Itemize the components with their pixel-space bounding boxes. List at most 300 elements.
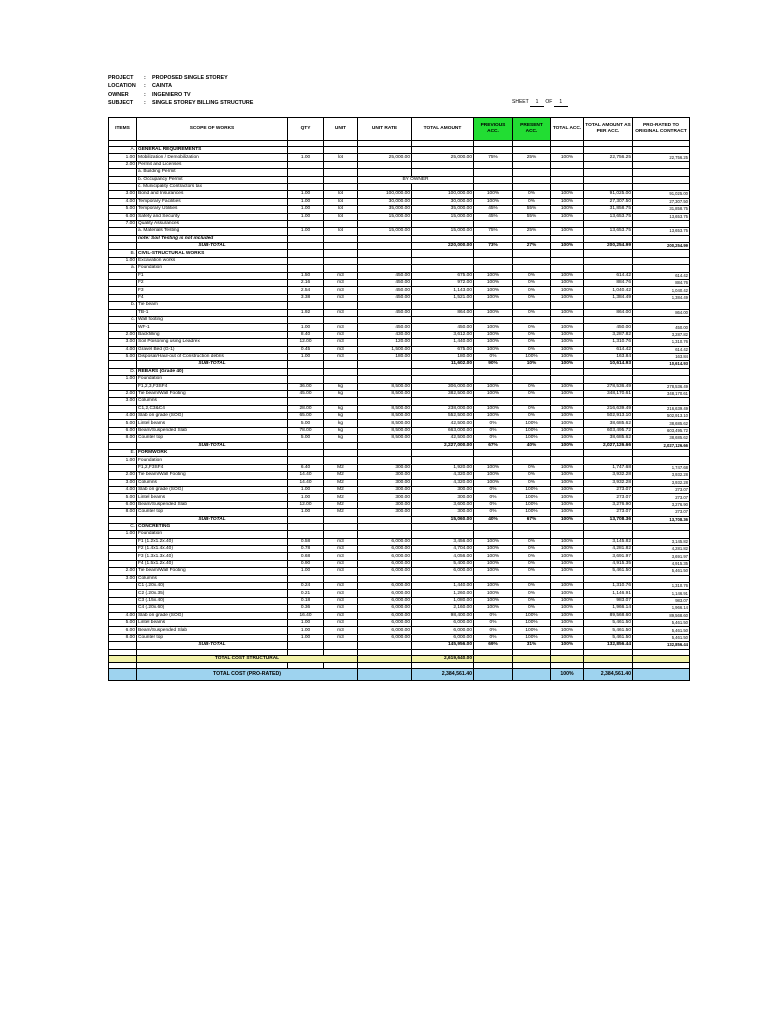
cell-previous: 100% <box>474 331 513 338</box>
subtotal-row <box>109 642 690 649</box>
cell-qty: 5.00 <box>288 435 324 442</box>
cell-qty <box>288 368 324 375</box>
cell-previous: 100% <box>474 464 513 471</box>
cell-amount-acc: 1,966.14 <box>584 605 633 612</box>
cell-item-no: 7.00 <box>109 220 137 227</box>
cell-total-amount: 5,400.00 <box>412 560 474 567</box>
cell-item-no: 6.00 <box>109 627 137 634</box>
cell-previous: 0% <box>474 486 513 493</box>
cell-prorated: 5,461.50 <box>633 627 690 634</box>
cell-scope: Foundation <box>137 457 288 464</box>
cell-qty: 0.18 <box>288 597 324 604</box>
cell-amount-acc: 13,708.36 <box>584 516 633 523</box>
cell-unit: m3 <box>324 597 358 604</box>
cell-scope: Gravel Bed (G-1) <box>137 346 288 353</box>
cell-prorated: 5,461.50 <box>633 568 690 575</box>
cell-qty: 1.92 <box>288 309 324 316</box>
cell-amount-acc <box>584 575 633 582</box>
cell-unit: m3 <box>324 627 358 634</box>
cell-present <box>513 147 551 154</box>
cell-prorated <box>633 235 690 242</box>
table-row <box>109 398 690 405</box>
cell-unit: M2 <box>324 501 358 508</box>
cell-scope: WF-1 <box>137 324 288 331</box>
cell-total-acc: 100% <box>551 191 584 198</box>
cell-scope: Beam/Suspended Slab <box>137 627 288 634</box>
cell-prorated <box>633 302 690 309</box>
cell-amount-acc: 1,040.42 <box>584 287 633 294</box>
cell-unit-rate: 450.00 <box>358 309 412 316</box>
cell-total-amount: 6,000.00 <box>412 620 474 627</box>
cell-amount-acc: 31,858.75 <box>584 206 633 213</box>
sheet-total-value: 1 <box>554 98 568 107</box>
cell-total-amount: 552,500.00 <box>412 413 474 420</box>
cell-prorated: 1,040.42 <box>633 287 690 294</box>
cell-total-acc: 100% <box>551 479 584 486</box>
cell-scope: note: Soil Testing is not included <box>137 235 288 242</box>
cell-amount-acc <box>584 531 633 538</box>
cell-scope: Slab on grade (SOG) <box>137 413 288 420</box>
cell-total-acc: 100% <box>551 568 584 575</box>
cell-total-acc: 100% <box>551 560 584 567</box>
col-unit-rate: UNIT RATE <box>358 118 412 141</box>
cell-amount-acc: 2,027,126.66 <box>584 442 633 449</box>
cell-amount-acc: 3,287.82 <box>584 331 633 338</box>
table-row <box>109 183 690 190</box>
table-row <box>109 435 690 442</box>
cell-unit: m3 <box>324 605 358 612</box>
project-info <box>108 74 689 117</box>
cell-total-amount: 864.00 <box>412 309 474 316</box>
cell-item-no <box>109 294 137 301</box>
cell-qty <box>288 523 324 530</box>
cell-total-acc <box>551 169 584 176</box>
cell-present <box>513 368 551 375</box>
cell-present: 27% <box>513 243 551 250</box>
cell-scope: Counter top <box>137 435 288 442</box>
cell-unit-rate <box>358 316 412 323</box>
total-cost-structural-row <box>109 655 690 662</box>
table-row <box>109 583 690 590</box>
cell-item-no <box>109 538 137 545</box>
cell-present: 0% <box>513 280 551 287</box>
cell-item-no <box>109 516 137 523</box>
cell-qty <box>288 457 324 464</box>
cell-unit-rate: 300.00 <box>358 494 412 501</box>
cell-item-no: A. <box>109 147 137 154</box>
total-cost-structural-amount: 2,619,640.00 <box>412 655 474 662</box>
cell-unit: m3 <box>324 339 358 346</box>
cell-qty: 0.78 <box>288 546 324 553</box>
col-previous: PREVIOUS ACC. <box>474 118 513 141</box>
table-row <box>109 627 690 634</box>
subject-label: SUBJECT <box>108 100 134 107</box>
cell-total-acc <box>551 147 584 154</box>
cell-previous: 100% <box>474 383 513 390</box>
cell-total-amount <box>412 316 474 323</box>
cell-unit-rate: 300.00 <box>358 509 412 516</box>
cell-present: 0% <box>513 590 551 597</box>
owner-value: INGENIERO TV <box>152 91 191 98</box>
cell-total-acc: 100% <box>551 405 584 412</box>
cell-amount-acc: 1,747.68 <box>584 464 633 471</box>
cell-unit-rate: 450.00 <box>358 280 412 287</box>
table-row <box>109 553 690 560</box>
cell-unit-rate <box>358 147 412 154</box>
section-row <box>109 250 690 257</box>
cell-total-amount: 300.00 <box>412 509 474 516</box>
cell-qty <box>288 442 324 449</box>
cell-unit-rate: 6,000.00 <box>358 546 412 553</box>
cell-amount-acc: 13,653.75 <box>584 213 633 220</box>
table-row <box>109 612 690 619</box>
cell-amount-acc <box>584 523 633 530</box>
cell-scope: Columns <box>137 398 288 405</box>
cell-previous: 100% <box>474 553 513 560</box>
cell-present: 0% <box>513 546 551 553</box>
cell-previous <box>474 169 513 176</box>
location-row <box>108 82 689 90</box>
cell-qty: 1.00 <box>288 353 324 360</box>
table-row <box>109 590 690 597</box>
cell-total-amount: 11,602.00 <box>412 361 474 368</box>
cell-amount-acc: 603,495.72 <box>584 427 633 434</box>
cell-unit <box>324 176 358 183</box>
cell-total-acc <box>551 376 584 383</box>
cell-prorated <box>633 176 690 183</box>
cell-total-amount <box>412 220 474 227</box>
cell-total-acc <box>551 398 584 405</box>
cell-amount-acc <box>584 169 633 176</box>
cell-scope: a. Materials Testing <box>137 228 288 235</box>
cell-present: 55% <box>513 206 551 213</box>
cell-qty <box>288 265 324 272</box>
cell-unit-rate: 180.00 <box>358 353 412 360</box>
cell-unit: m3 <box>324 346 358 353</box>
cell-item-no <box>109 309 137 316</box>
cell-previous: 100% <box>474 280 513 287</box>
cell-total-amount <box>412 376 474 383</box>
cell-amount-acc: 5,461.50 <box>584 620 633 627</box>
cell-total-amount: 145,956.00 <box>412 642 474 649</box>
cell-qty <box>288 243 324 250</box>
cell-scope: F2 <box>137 280 288 287</box>
table-row <box>109 464 690 471</box>
table-row <box>109 546 690 553</box>
of-label: OF <box>545 99 553 105</box>
cell-unit <box>324 250 358 257</box>
section-row <box>109 450 690 457</box>
cell-present: 0% <box>513 472 551 479</box>
col-total-amount: TOTAL AMOUNT <box>412 118 474 141</box>
cell-prorated: 348,170.61 <box>633 390 690 397</box>
cell-unit-rate: 6,000.00 <box>358 583 412 590</box>
cell-unit-rate <box>358 169 412 176</box>
cell-unit: M2 <box>324 494 358 501</box>
cell-qty <box>288 376 324 383</box>
cell-prorated: 278,536.49 <box>633 383 690 390</box>
cell-previous: 0% <box>474 634 513 641</box>
cell-previous <box>474 220 513 227</box>
cell-item-no: a. <box>109 265 137 272</box>
cell-item-no: 3.00 <box>109 191 137 198</box>
cell-item-no <box>109 546 137 553</box>
cell-present: 67% <box>513 516 551 523</box>
cell-unit-rate <box>358 450 412 457</box>
cell-prorated: 450.00 <box>633 324 690 331</box>
cell-previous: 100% <box>474 390 513 397</box>
cell-scope: FORMWORK <box>137 450 288 457</box>
cell-total-acc: 100% <box>551 435 584 442</box>
cell-qty <box>288 575 324 582</box>
cell-item-no: 5.00 <box>109 206 137 213</box>
cell-item-no <box>109 597 137 604</box>
cell-scope: C1 (.20x.40) <box>137 583 288 590</box>
subtotal-row <box>109 361 690 368</box>
subject-value: SINGLE STOREY BILLING STRUCTURE <box>152 100 254 107</box>
cell-total-amount <box>412 265 474 272</box>
cell-unit-rate <box>358 642 412 649</box>
cell-unit-rate <box>358 265 412 272</box>
cell-amount-acc <box>584 220 633 227</box>
cell-present: 0% <box>513 479 551 486</box>
cell-present <box>513 169 551 176</box>
cell-amount-acc: 27,307.50 <box>584 198 633 205</box>
cell-present <box>513 235 551 242</box>
cell-qty <box>288 147 324 154</box>
cell-qty: 12.00 <box>288 501 324 508</box>
cell-amount-acc: 3,691.97 <box>584 553 633 560</box>
cell-scope: Tie beam/Wall Footing <box>137 472 288 479</box>
cell-prorated: 1,747.68 <box>633 464 690 471</box>
cell-qty: 1.00 <box>288 509 324 516</box>
cell-present: 100% <box>513 420 551 427</box>
cell-unit: m3 <box>324 294 358 301</box>
cell-item-no: 2.00 <box>109 390 137 397</box>
cell-total-acc: 100% <box>551 427 584 434</box>
cell-prorated: 13,653.75 <box>633 228 690 235</box>
cell-prorated: 3,932.28 <box>633 472 690 479</box>
cell-scope: c. Municipality Contractors tax <box>137 183 288 190</box>
cell-unit: M2 <box>324 479 358 486</box>
cell-qty <box>288 161 324 168</box>
cell-total-amount: 15,000.00 <box>412 228 474 235</box>
cell-unit <box>324 442 358 449</box>
cell-present <box>513 523 551 530</box>
cell-total-acc <box>551 235 584 242</box>
cell-unit-rate <box>358 398 412 405</box>
cell-total-acc: 100% <box>551 413 584 420</box>
cell-unit: m3 <box>324 612 358 619</box>
cell-item-no: 8.00 <box>109 435 137 442</box>
cell-total-amount <box>412 398 474 405</box>
cell-unit <box>324 642 358 649</box>
table-body <box>109 147 690 650</box>
cell-unit-rate: 15,000.00 <box>358 228 412 235</box>
cell-previous <box>474 368 513 375</box>
sheet-label: SHEET <box>512 99 529 105</box>
cell-qty <box>288 257 324 264</box>
cell-total-amount: 300.00 <box>412 494 474 501</box>
cell-prorated: 2,027,126.66 <box>633 442 690 449</box>
cell-scope: F4 (1.5x1.2x.40) <box>137 560 288 567</box>
cell-qty: 65.00 <box>288 413 324 420</box>
cell-present: 0% <box>513 605 551 612</box>
cell-unit-rate: 300.00 <box>358 464 412 471</box>
cell-total-amount: 300.00 <box>412 486 474 493</box>
cell-unit-rate <box>358 243 412 250</box>
table-row <box>109 191 690 198</box>
cell-prorated: 273.07 <box>633 494 690 501</box>
cell-prorated: 91,025.00 <box>633 191 690 198</box>
table-row <box>109 309 690 316</box>
cell-qty <box>288 316 324 323</box>
cell-prorated <box>633 169 690 176</box>
table-row <box>109 302 690 309</box>
cell-total-acc: 100% <box>551 154 584 161</box>
table-row <box>109 154 690 161</box>
location-label: LOCATION <box>108 83 136 90</box>
cell-unit-rate: 8,500.00 <box>358 420 412 427</box>
table-row <box>109 560 690 567</box>
cell-total-acc <box>551 257 584 264</box>
cell-prorated: 1,310.76 <box>633 339 690 346</box>
cell-qty: 1.00 <box>288 486 324 493</box>
cell-total-amount: 1,440.00 <box>412 339 474 346</box>
cell-previous <box>474 176 513 183</box>
cell-item-no <box>109 169 137 176</box>
cell-amount-acc: 273.07 <box>584 486 633 493</box>
cell-unit-rate: 6,000.00 <box>358 620 412 627</box>
col-total-amount-acc: TOTAL AMOUNT AS PER ACC. <box>584 118 633 141</box>
cell-scope: REBARS (Grade 40) <box>137 368 288 375</box>
cell-qty <box>288 531 324 538</box>
cell-unit-rate: 6,000.00 <box>358 605 412 612</box>
cell-present: 0% <box>513 553 551 560</box>
cell-present: 0% <box>513 597 551 604</box>
cell-qty <box>288 183 324 190</box>
table-row <box>109 568 690 575</box>
cell-total-acc: 100% <box>551 501 584 508</box>
cell-qty: 2.54 <box>288 287 324 294</box>
cell-qty: 45.00 <box>288 390 324 397</box>
cell-prorated: 273.07 <box>633 509 690 516</box>
subtotal-row <box>109 516 690 523</box>
cell-total-amount: 100,000.00 <box>412 191 474 198</box>
cell-total-amount: 180.00 <box>412 353 474 360</box>
cell-item-no <box>109 176 137 183</box>
table-row <box>109 509 690 516</box>
cell-present: 100% <box>513 486 551 493</box>
cell-total-acc: 100% <box>551 420 584 427</box>
cell-prorated <box>633 161 690 168</box>
cell-total-acc: 100% <box>551 243 584 250</box>
cell-previous: 0% <box>474 620 513 627</box>
cell-unit: kg <box>324 413 358 420</box>
cell-total-amount: 1,521.00 <box>412 294 474 301</box>
cell-prorated: 31,858.75 <box>633 206 690 213</box>
cell-total-acc: 100% <box>551 390 584 397</box>
cell-scope: Tie beam/Wall Footing <box>137 568 288 575</box>
cell-item-no <box>109 183 137 190</box>
cell-unit <box>324 169 358 176</box>
cell-scope: Foundation <box>137 376 288 383</box>
cell-prorated <box>633 457 690 464</box>
cell-unit-rate: 8,500.00 <box>358 413 412 420</box>
cell-amount-acc: 22,756.25 <box>584 154 633 161</box>
subtotal-row <box>109 442 690 449</box>
cell-scope: Lintel beams <box>137 620 288 627</box>
cell-previous: 100% <box>474 546 513 553</box>
cell-total-acc: 100% <box>551 294 584 301</box>
cell-unit: m3 <box>324 331 358 338</box>
col-scope: SCOPE OF WORKS <box>137 118 288 141</box>
cell-unit: m3 <box>324 634 358 641</box>
cell-unit <box>324 220 358 227</box>
cell-present: 0% <box>513 560 551 567</box>
cell-total-amount: 4,056.00 <box>412 553 474 560</box>
cell-unit <box>324 516 358 523</box>
cell-unit <box>324 450 358 457</box>
colon: : <box>144 75 146 81</box>
table-row <box>109 427 690 434</box>
cell-amount-acc: 3,932.28 <box>584 479 633 486</box>
cell-unit: M2 <box>324 472 358 479</box>
cell-qty: 1.00 <box>288 206 324 213</box>
cell-total-amount: 220,000.00 <box>412 243 474 250</box>
cell-total-amount: 1,440.00 <box>412 583 474 590</box>
billing-table <box>108 117 690 681</box>
cell-total-acc <box>551 220 584 227</box>
cell-qty: 0.90 <box>288 560 324 567</box>
cell-unit-rate: 300.00 <box>358 501 412 508</box>
total-cost-prorated-label: TOTAL COST (PRO-RATED) <box>137 668 358 680</box>
cell-unit-rate <box>358 235 412 242</box>
cell-amount-acc <box>584 398 633 405</box>
cell-total-acc: 100% <box>551 339 584 346</box>
cell-scope: Slab on grade (SOG) <box>137 486 288 493</box>
cell-scope: Lintel beams <box>137 494 288 501</box>
cell-unit <box>324 235 358 242</box>
cell-present <box>513 176 551 183</box>
cell-previous: 45% <box>474 213 513 220</box>
cell-total-amount <box>412 302 474 309</box>
cell-amount-acc: 3,276.90 <box>584 501 633 508</box>
cell-total-amount: 382,500.00 <box>412 390 474 397</box>
cell-total-amount: 972.00 <box>412 280 474 287</box>
cell-qty: 16.40 <box>288 612 324 619</box>
cell-scope: SUB-TOTAL <box>137 361 288 368</box>
cell-unit-rate <box>358 376 412 383</box>
cell-prorated <box>633 531 690 538</box>
cell-item-no: b. <box>109 302 137 309</box>
cell-total-amount <box>412 575 474 582</box>
cell-present: 0% <box>513 324 551 331</box>
cell-qty: 5.00 <box>288 420 324 427</box>
cell-item-no <box>109 560 137 567</box>
cell-total-amount <box>412 257 474 264</box>
cell-amount-acc <box>584 457 633 464</box>
cell-unit: kg <box>324 405 358 412</box>
cell-qty <box>288 220 324 227</box>
cell-unit <box>324 457 358 464</box>
cell-amount-acc <box>584 161 633 168</box>
cell-unit: M2 <box>324 464 358 471</box>
cell-unit-rate: 6,000.00 <box>358 560 412 567</box>
col-unit: UNIT <box>324 118 358 141</box>
cell-previous: 100% <box>474 324 513 331</box>
cell-unit <box>324 575 358 582</box>
